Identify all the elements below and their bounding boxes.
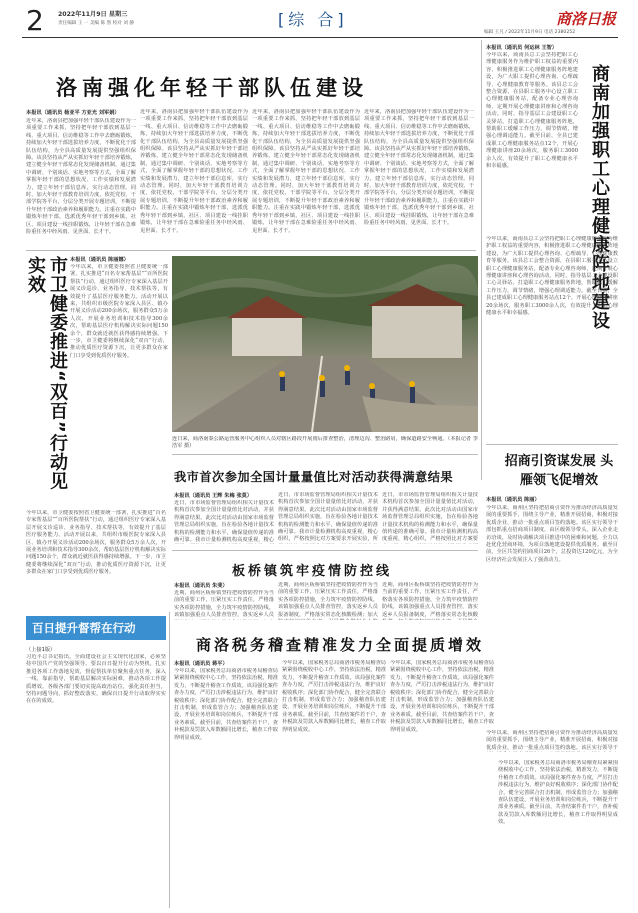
article5-body: 近期，商州区板桥镇坚持把疫情防控作为当前的重要工作，压紧压实工作责任，严格落实各项防控措施，全力筑牢疫情防控防线。该镇加强重点人员排查管控，落实返乡人员 (174, 590, 274, 619)
article2-byline: 本报讯（通讯员 陈丽娜） (70, 257, 129, 263)
article6-body-col2: 今年以来，国家税务总局商洛市税务局稽查局紧紧围绕税收中心工作，坚持依法治税，精准发力，不断提升稽查工作质效。该局强化案件查办力度，严厉打击涉税违法行为，维护良好税收秩序；深化部门协作配合，健全完善联合打击机制，形成监管合力；加强稽查队伍建设，开展业务培训和岗位练兵，不断提升干部业务素质。截至目前，共查结案件若干户，查补税款及罚款入库数额同比增长，稽查工作取得明显成效。 (282, 660, 386, 733)
article6-byline: 本报讯（通讯员 蒋平） (174, 661, 228, 667)
article1-byline: 本报讯（通讯员 杨亚平 方亚光 刘军娟） (26, 110, 120, 116)
article5-headline: 板桥镇筑牢疫情防控线 (232, 564, 393, 579)
rule-right-lower (486, 444, 618, 445)
article1-body-col4: 近年来，洛南县把加强年轻干部队伍建设作为一项重要工作来抓，坚持把年轻干部放到基层一线、重大项目、信访维稳等工作中去磨砺锻炼，持续加大年轻干部选拔培养力度，不断优化干部队伍结构，为全县高质量发展提供坚强组织保障。该县坚持从严从实抓好年轻干部培养锻炼，建立健全年轻干部常态化发现储备机制，通过集中调研、个别谈话、实地考察等方式，全面了解掌握年轻干部的思想状况、工作实绩和发展潜力，建立年轻干部信息库，实行动态管理。同时，加大年轻干部教育培训力度，依托党校、干部学院等平台，分层分类开展专题培训，不断提升年轻干部政治素养和履职能力。注重在实践中锻炼年轻干部，选派优秀年轻干部到乡镇、社区、项目建设一线挂职锻炼，让年轻干部在急难险重任务中经风雨、见世面、长才干。 (364, 109, 474, 227)
article-right-byline: 本报讯（通讯员 何运林 王智） (486, 45, 558, 51)
article1-body-col2: 近年来，洛南县把加强年轻干部队伍建设作为一项重要工作来抓，坚持把年轻干部放到基层一线、重大项目、信访维稳等工作中去磨砺锻炼，持续加大年轻干部选拔培养力度，不断优化干部队伍结构，为全县高质量发展提供坚强组织保障。该县坚持从严从实抓好年轻干部培养锻炼，建立健全年轻干部常态化发现储备机制，通过集中调研、个别谈话、实地考察等方式，全面了解掌握年轻干部的思想状况、工作实绩和发展潜力，建立年轻干部信息库，实行动态管理。同时，加大年轻干部教育培训力度，依托党校、干部学院等平台，分层分类开展专题培训，不断提升年轻干部政治素养和履职能力。注重在实践中锻炼年轻干部，选派优秀年轻干部到乡镇、社区、项目建设一线挂职锻炼，让年轻干部在急难险重任务中经风雨、见世面、长才干。 (140, 109, 248, 234)
article3-body-col2: 近日，市市场监督管理局组织相关计量技术机构首次参加全国计量量值比对活动，并获得满意结果。此次比对活动由国家市场监督管理总局组织实施，旨在检验各地计量技术机构的检测能力和水平，确保量值传递的准确可靠。我市计量检测机构高度重视，精心组织，严格按照比对方案要求开展实验，所 (278, 492, 378, 543)
section-bracket-left: [ (278, 10, 289, 29)
rule-under-article3 (172, 550, 478, 551)
page-number: 2 (26, 4, 44, 37)
article1-body: 近年来，洛南县把加强年轻干部队伍建设作为一项重要工作来抓，坚持把年轻干部放到基层一线、重大项目、信访维稳等工作中去磨砺锻炼，持续加大年轻干部选拔培养力度，不断优化干部队伍结构，为全县高质量发展提供坚强组织保障。该县坚持从严从实抓好年轻干部培养锻炼，建立健全年轻干部常态化发现储备机制，通过集中调研、个别谈话、实地考察等方式，全面了解掌握年轻干部的思想状况、工作实绩和发展潜力，建立年轻干部信息库，实行动态管理。同时，加大年轻干部教育培训力度，依托党校、干部学院等平台，分层分类开展专题培训，不断提升年轻干部政治素养和履职能力。注重在实践中锻炼年轻干部，选派优秀年轻干部到乡镇、社区、项目建设一线挂职锻炼，让年轻干部在急难险重任务中经风雨、见世面、长才干。 (26, 118, 136, 236)
sidebar-intro: （上接1版） (26, 647, 56, 653)
photo-caption: 连日来，商洛南秦公路运营服务中心组织人员对辖区路段开展雨后排查整治，清理边沟、整治路肩，确保道路安全畅通。（本报记者 李浩军 摄） (172, 436, 478, 450)
banner-right (500, 452, 618, 490)
article-right-body-lower: 今年以来，商南县总工会坚持把职工心理健康服务作为维护职工权益的重要内容，积极推进职工心理健康服务阵地建设，为广大职工提供心理咨询、心理疏导、心理健康教育等服务。该县总工会整合资源，在县职工服务中心设立职工心理健康服务站，配备专业心理咨询师，定期开展心理健康讲座和心理咨询活动。同时，指导基层工会建设职工心灵驿站，打造职工心理健康服务阵地，帮助职工缓解工作压力，调节情绪，增强心理调适能力。截至目前，全县已建成职工心理健康服务站点12个，开展心理健康讲座20余场次，服务职工3000余人次，有效提升了职工心理健康水平和幸福感。 (486, 236, 618, 317)
article4-body: 今年以来，商州区坚持把招商引资作为推动经济高质量发展的重要抓手，围绕主导产业，精准开展招商，积极对接优质企业，推动一批重点项目签约落地。该区实行领导干部包抓重点招商项目制度，由区级领导带头，深入企业走访洽谈，及时协调解决项目推进中的困难和问题，全力以赴优化营商环境，为项目落地建设提供优质服务。截至目前，全区共签约招商项目26个，总投资达120亿元，为全区经济社会发展注入了强劲动力。 (486, 505, 618, 563)
article6-body-col3: 今年以来，国家税务总局商洛市税务局稽查局紧紧围绕税收中心工作，坚持依法治税，精准发力，不断提升稽查工作质效。该局强化案件查办力度，严厉打击涉税违法行为，维护良好税收秩序；深化部门协作配合，健全完善联合打击机制，形成监管合力；加强稽查队伍建设，开展业务培训和岗位练兵，不断提升干部业务素质。截至目前，共查结案件若干户，查补税款及罚款入库数额同比增长，稽查工作取得明显成效。 (390, 660, 494, 733)
main-headline: 洛南强化年轻干部队伍建设 (56, 76, 368, 100)
sidebar-body: 习近平总书记指出，全面建设社会主义现代化国家，必须坚持中国共产党的坚强领导。要以百日提升行动为契机，扎实推进各项工作落地见效，督促帮扶单位聚焦重点任务，深入一线、靠前指导，帮助基层解决实际困难，推动各项工作提质增效。各级各部门要切实提高政治站位，强化责任担当，坚持问题导向，抓好整改落实，确保百日提升行动取得实实在在的成效。 (26, 654, 166, 705)
section-label: 综 合 (288, 10, 338, 29)
article5-body-col3: 近期，商州区板桥镇坚持把疫情防控作为当前的重要工作，压紧压实工作责任，严格落实各项防控措施，全力筑牢疫情防控防线。该镇加强重点人员排查管控，落实返乡人员报备制度，严格落实常态化核酸 (382, 582, 478, 618)
article6-headline: 商洛税务稽查精准发力全面提质增效 (196, 636, 485, 654)
article3-body: 近日，市市场监督管理局组织相关计量技术机构首次参加全国计量量值比对活动，并获得满意结果。此次比对活动由国家市场监督管理总局组织实施，旨在检验各地计量技术机构的检测能力和水平，确保量值传递的准确可靠。我市计量检测机构高度重视，精心 (174, 500, 274, 544)
rule-under-article1 (26, 250, 476, 251)
section-name (278, 7, 348, 30)
article2-body: 今年以来，市卫健委按照省卫健委统一部署，扎实推进“百名专家帮基层”“百所医院帮扶”行动，通过组织医疗专家深入基层开展义诊巡诊、业务指导、技术帮扶等，有效提升了基层医疗服务能力。活动开展以来，共组织市级医院专家深入县区、镇办开展义诊活动200余场次，服务群众5万余人次，开展业务培训和技术指导300余次，帮助基层医疗机构解决实际问题150余个，群众就近就医获得感持续增强。下一步，市卫健委将继续深化“双百”行动，推动优质医疗资源下沉，让更多群众在家门口享受到优质医疗服务。 (70, 264, 168, 359)
right-vertical-title: 商南加强职工心理健康阵地建设 (589, 64, 610, 330)
left-vertical-title: 市卫健委推进“双百”行动见实效 (25, 256, 68, 491)
article2-body-col-b: 今年以来，市卫健委按照省卫健委统一部署，扎实推进“百名专家帮基层”“百所医院帮扶”行动，通过组织医疗专家深入基层开展义诊巡诊、业务指导、技术帮扶等，有效提升了基层医疗服务能力。活动开展以来，共组织市级医院专家深入县区、镇办开展义诊活动200余场次，服务群众5万余人次，开展业务培训和技术指导300余次，帮助基层医疗机构解决实际问题150余个，群众就近就医获得感持续增强。下一步，市卫健委将继续深化“双百”行动，推动优质医疗资源下沉，让更多群众在家门口享受到优质医疗服务。 (26, 510, 166, 576)
article5-body-col2: 近期，商州区板桥镇坚持把疫情防控作为当前的重要工作，压紧压实工作责任，严格落实各项防控措施，全力筑牢疫情防控防线。该镇加强重点人员排查管控，落实返乡人员报备制度，严格落实常态化核酸检测；加大 (278, 582, 378, 618)
article6-body-col4: 今年以来，国家税务总局商洛市税务局稽查局紧紧围绕税收中心工作，坚持依法治税，精准发力，不断提升稽查工作质效。该局强化案件查办力度，严厉打击涉税违法行为，维护良好税收秩序；深化部门协作配合，健全完善联合打击机制，形成监管合力；加强稽查队伍建设，开展业务培训和岗位练兵，不断提升干部业务素质。截至目前，共查结案件若干户，查补税款及罚款入库数额同比增长，稽查工作取得明显成效。 (498, 760, 618, 826)
article4-body-cont: 今年以来，商州区坚持把招商引资作为推动经济高质量发展的重要抓手，围绕主导产业，精准开展招商，积极对接优质企业，推动一批重点项目签约落地。该区实行领导干 (486, 730, 618, 751)
article5-byline: 本报讯（通讯员 朱斐） (174, 583, 228, 589)
news-photo (172, 256, 478, 432)
editor-line: 编辑 王凡 / 2022年11月9日 电话 2380252 (484, 30, 576, 35)
article6-body: 今年以来，国家税务总局商洛市税务局稽查局紧紧围绕税收中心工作，坚持依法治税，精准发力，不断提升稽查工作质效。该局强化案件查办力度，严厉打击涉税违法行为，维护良好税收秩序；深化部门协作配合，健全完善联合打击机制，形成监管合力；加强稽查队伍建设，开展业务培训和岗位练兵，不断提升干部业务素质。截至目前，共查结案件若干户，查补税款及罚款入库数额同比增长，稽查工作取得明显成效。 (174, 668, 278, 741)
article3-byline: 本报讯（通讯员 王辉 朱梅 张莫） (174, 493, 253, 499)
article4-byline: 本报讯（通讯员 陈丽） (486, 497, 540, 503)
rule-sidebar (169, 612, 170, 908)
date-line: 2022年11月9日 星期三 (58, 11, 128, 18)
sidebar-banner-text: 百日提升督帮在行动 (32, 621, 136, 635)
newspaper-logo: 商洛日报 (556, 10, 617, 28)
page-header (0, 0, 638, 38)
rule-right-column (481, 40, 482, 480)
sub-line: 责任编辑 王 一 美编 陈 然 校对 刘 静 (58, 21, 134, 26)
article3-headline: 我市首次参加全国计量量值比对活动获得满意结果 (174, 470, 454, 484)
photo-illustration (172, 256, 478, 432)
article-right-body: 今年以来，商南县总工会坚持把职工心理健康服务作为维护职工权益的重要内容，积极推进职工心理健康服务阵地建设，为广大职工提供心理咨询、心理疏导、心理健康教育等服务。该县总工会整合资源，在县职工服务中心设立职工心理健康服务站，配备专业心理咨询师，定期开展心理健康讲座和心理咨询活动。同时，指导基层工会建设职工心灵驿站，打造职工心理健康服务阵地，帮助职工缓解工作压力，调节情绪，增强心理调适能力。截至目前，全县已建成职工心理健康服务站点12个，开展心理健康讲座20余场次，服务职工3000余人次，有效提升了职工心理健康水平和幸福感。 (486, 52, 578, 170)
rule-under-photo (172, 454, 478, 455)
article1-body-col3: 近年来，洛南县把加强年轻干部队伍建设作为一项重要工作来抓，坚持把年轻干部放到基层一线、重大项目、信访维稳等工作中去磨砺锻炼，持续加大年轻干部选拔培养力度，不断优化干部队伍结构，为全县高质量发展提供坚强组织保障。该县坚持从严从实抓好年轻干部培养锻炼，建立健全年轻干部常态化发现储备机制，通过集中调研、个别谈话、实地考察等方式，全面了解掌握年轻干部的思想状况、工作实绩和发展潜力，建立年轻干部信息库，实行动态管理。同时，加大年轻干部教育培训力度，依托党校、干部学院等平台，分层分类开展专题培训，不断提升年轻干部政治素养和履职能力。注重在实践中锻炼年轻干部，选派优秀年轻干部到乡镇、社区、项目建设一线挂职锻炼，让年轻干部在急难险重任务中经风雨、见世面、长才干。 (252, 109, 360, 234)
section-bracket-right: ] (337, 10, 348, 29)
header-rule (22, 37, 618, 38)
article3-body-col3: 近日，市市场监督管理局组织相关计量技术机构首次参加全国计量量值比对活动，并获得满意结果。此次比对活动由国家市场监督管理总局组织实施，旨在检验各地计量技术机构的检测能力和水平，确保量值传递的准确可靠。我市计量检测机构高度重视，精心组织，严格按照比对方案要 (382, 492, 478, 543)
sidebar-banner (26, 616, 166, 640)
banner-right-text: 招商引资谋发展 头雁领飞促增效 (504, 454, 614, 488)
